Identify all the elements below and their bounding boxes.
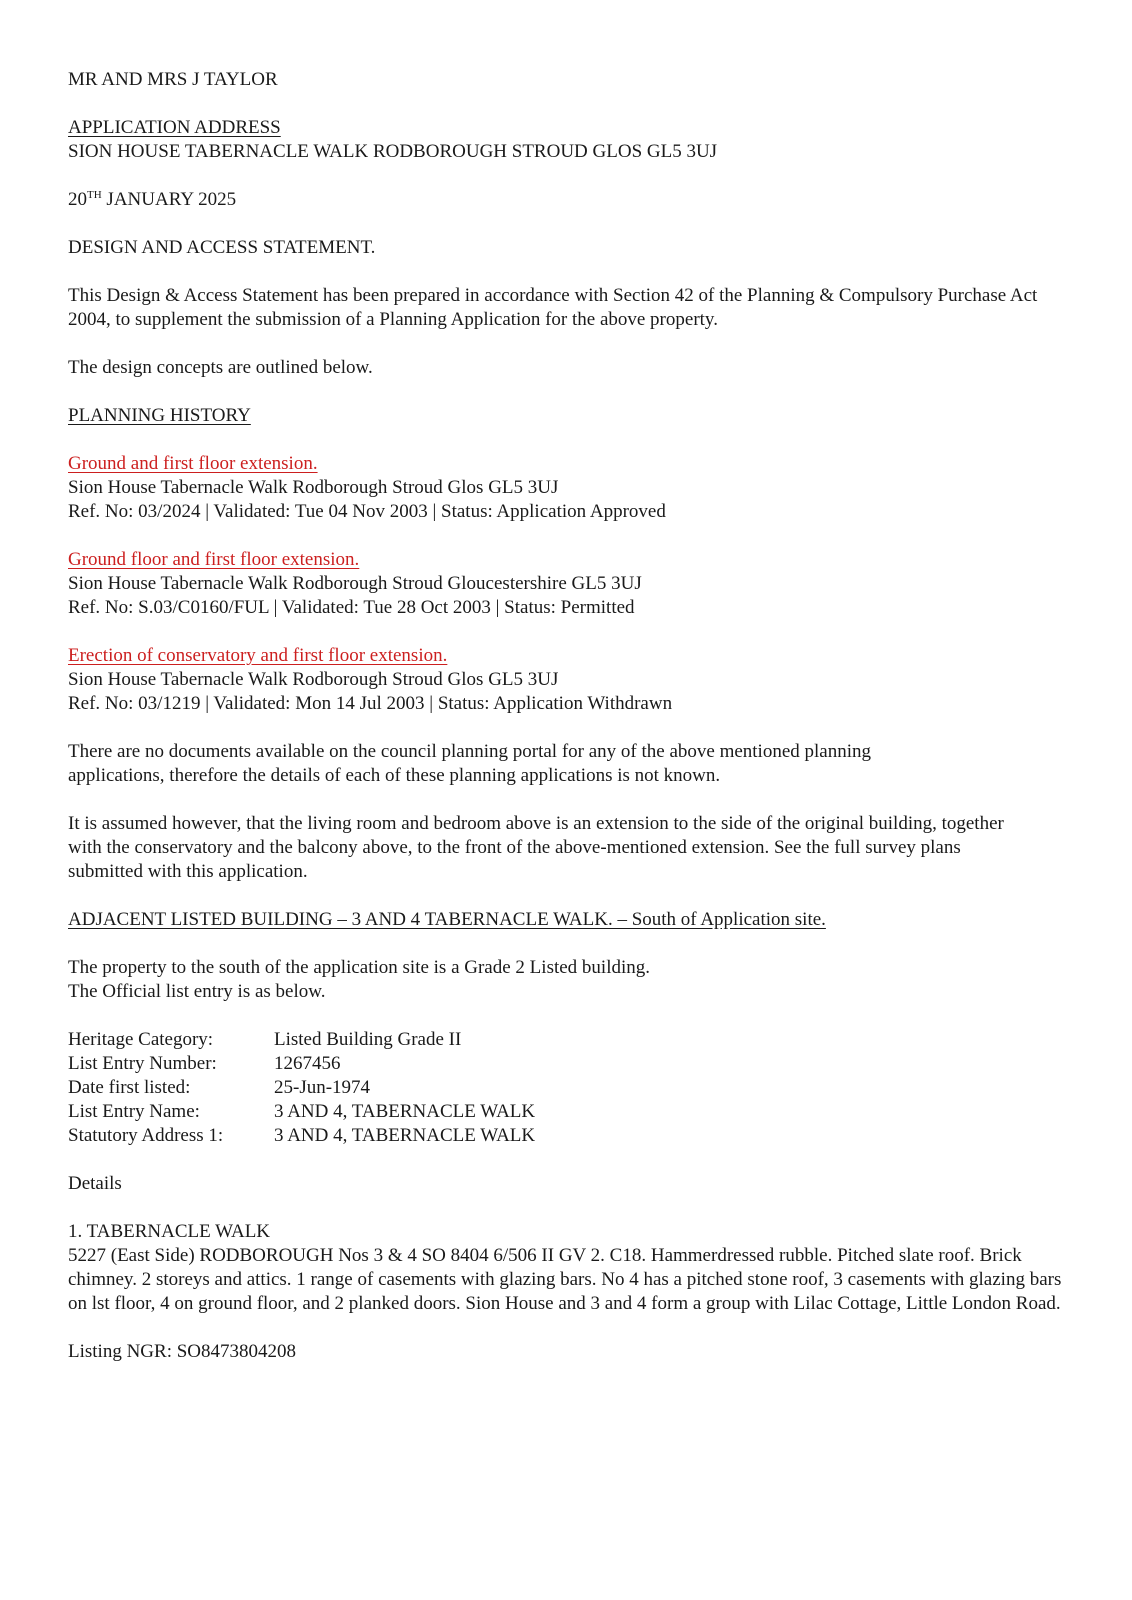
listing-field-value: 3 AND 4, TABERNACLE WALK	[274, 1125, 536, 1146]
date-day: 20	[68, 189, 87, 210]
listing-field-value: 3 AND 4, TABERNACLE WALK	[274, 1101, 536, 1122]
listing-field-row	[68, 1100, 1068, 1124]
address-heading: APPLICATION ADDRESS	[68, 117, 281, 138]
history-entry-address: Sion House Tabernacle Walk Rodborough Stroud Gloucestershire GL5 3UJ	[68, 573, 642, 594]
history-entry-title: Erection of conservatory and first floor extension.	[68, 645, 448, 666]
listing-field-label: Statutory Address 1:	[68, 1125, 224, 1146]
document-date	[68, 188, 1068, 212]
history-entry-ref: Ref. No: 03/1219 | Validated: Mon 14 Jul 2003 | Status: Application Withdrawn	[68, 693, 673, 714]
document-page	[68, 68, 1068, 1364]
history-entry-ref: Ref. No: S.03/C0160/FUL | Validated: Tue 28 Oct 2003 | Status: Permitted	[68, 597, 635, 618]
listing-ngr: Listing NGR: SO8473804208	[68, 1341, 297, 1362]
listed-building-heading: ADJACENT LISTED BUILDING – 3 AND 4 TABERNACLE WALK. – South of Application site.	[68, 909, 826, 930]
listing-field-row	[68, 1052, 1068, 1076]
application-address: SION HOUSE TABERNACLE WALK RODBOROUGH STROUD GLOS GL5 3UJ	[68, 141, 718, 162]
no-documents-note: There are no documents available on the council planning portal for any of the above mentioned planning applications, therefore the details of each of these planning applications is not known.	[68, 741, 872, 786]
history-entry	[68, 548, 1068, 620]
history-entry-title: Ground and first floor extension.	[68, 453, 318, 474]
planning-history-heading: PLANNING HISTORY	[68, 405, 251, 426]
listing-field-label: List Entry Name:	[68, 1101, 200, 1122]
assumption-note: It is assumed however, that the living room and bedroom above is an extension to the side of the original building, together with the conservatory and the balcony above, to the front of the above-mentioned extension. See the full survey plans submitted with this application.	[68, 813, 1004, 882]
listing-fields	[68, 1028, 1068, 1148]
history-entry-address: Sion House Tabernacle Walk Rodborough Stroud Glos GL5 3UJ	[68, 477, 559, 498]
details-heading: Details	[68, 1173, 122, 1194]
history-entry-title: Ground floor and first floor extension.	[68, 549, 360, 570]
listing-field-row	[68, 1124, 1068, 1148]
listing-field-row	[68, 1028, 1068, 1052]
date-suffix: TH	[87, 189, 102, 201]
details-title: 1. TABERNACLE WALK	[68, 1221, 271, 1242]
listing-field-value: 25-Jun-1974	[274, 1077, 371, 1098]
history-entry-address: Sion House Tabernacle Walk Rodborough Stroud Glos GL5 3UJ	[68, 669, 559, 690]
date-rest: JANUARY 2025	[101, 189, 237, 210]
listing-field-label: List Entry Number:	[68, 1053, 217, 1074]
listing-field-value: Listed Building Grade II	[274, 1029, 462, 1050]
listing-field-label: Heritage Category:	[68, 1029, 214, 1050]
design-concepts-line: The design concepts are outlined below.	[68, 357, 373, 378]
listing-field-value: 1267456	[274, 1053, 341, 1074]
applicant-name: MR AND MRS J TAYLOR	[68, 69, 278, 90]
intro-paragraph: This Design & Access Statement has been prepared in accordance with Section 42 of the Planning & Compulsory Purchase Act 2004, to supplement the submission of a Planning Application for the above property.	[68, 285, 1038, 330]
listing-field-row	[68, 1076, 1068, 1100]
history-entry-ref: Ref. No: 03/2024 | Validated: Tue 04 Nov 2003 | Status: Application Approved	[68, 501, 666, 522]
document-title: DESIGN AND ACCESS STATEMENT.	[68, 237, 376, 258]
listed-intro-line: The Official list entry is as below.	[68, 981, 326, 1002]
details-text: 5227 (East Side) RODBOROUGH Nos 3 & 4 SO 8404 6/506 II GV 2. C18. Hammerdressed rubble. Pitched slate roof. Brick chimney. 2 storeys and attics. 1 range of casements with glazing bars. No 4 has a pitched stone roof, 3 casements with glazing bars on lst floor, 4 on ground floor, and 2 planked doors. Sion House and 3 and 4 form a group with Lilac Cottage, Little London Road.	[68, 1245, 1062, 1314]
history-entry	[68, 644, 1068, 716]
listing-field-label: Date first listed:	[68, 1077, 191, 1098]
history-entry	[68, 452, 1068, 524]
listed-intro-line: The property to the south of the application site is a Grade 2 Listed building.	[68, 957, 651, 978]
